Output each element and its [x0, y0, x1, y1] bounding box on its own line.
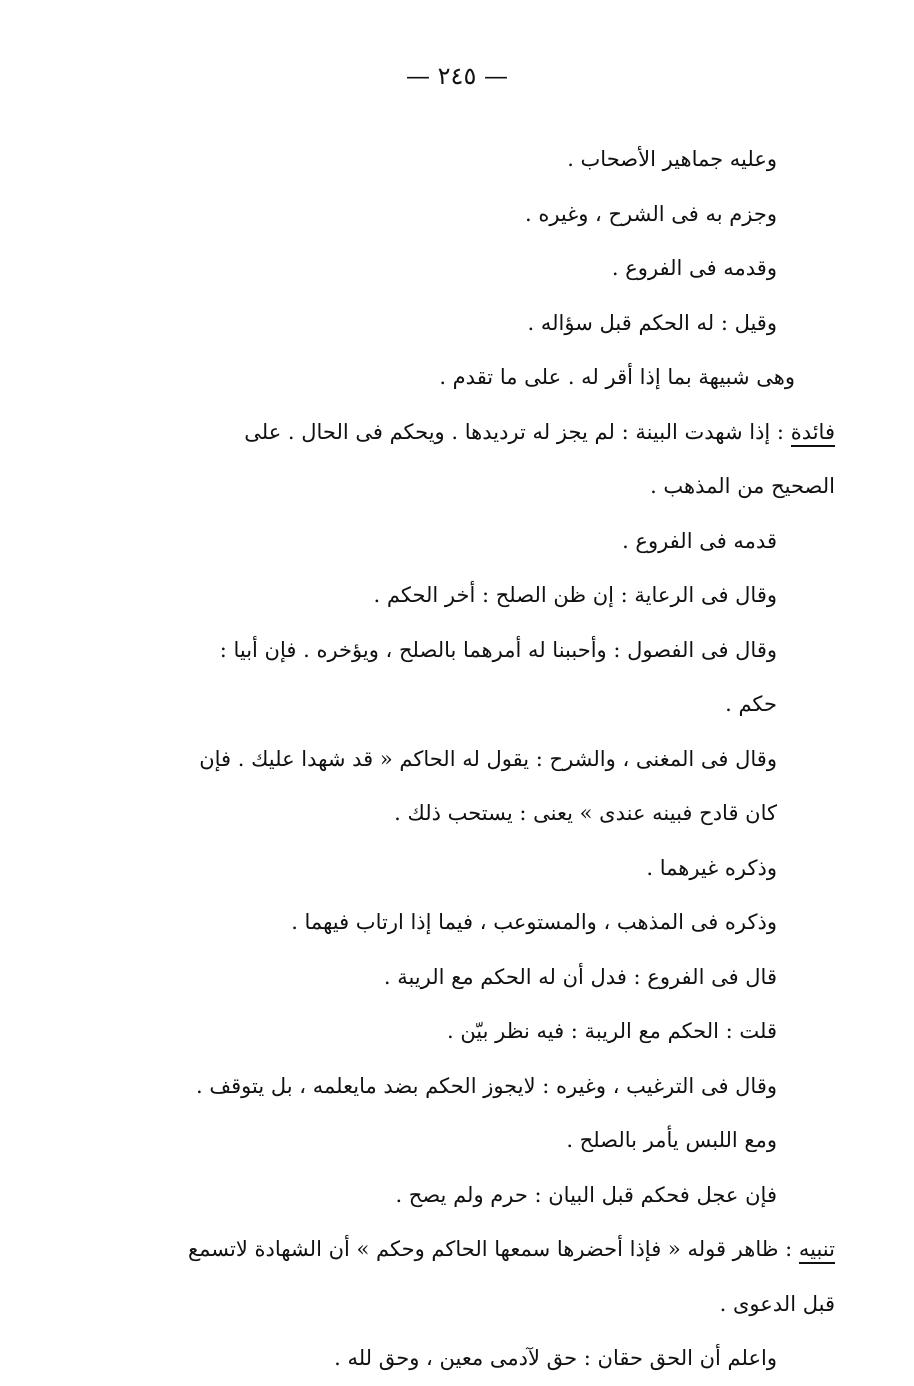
- note-text: : إذا شهدت البينة : لم يجز له ترديدها . ويحكم فى الحال . على الصحيح من المذهب .: [244, 419, 835, 498]
- paragraph: وقال فى الرعاية : إن ظن الصلح : أخر الحكم .: [373, 583, 777, 607]
- paragraph: وقيل : له الحكم قبل سؤاله .: [527, 310, 777, 335]
- body-text: [185, 132, 835, 1386]
- note-label: فائدة: [791, 419, 835, 447]
- paragraph: فإن عجل فحكم قبل البيان : حرم ولم يصح .: [395, 1182, 777, 1207]
- paragraph: وهى شبيهة بما إذا أقر له . على ما تقدم .: [439, 365, 795, 389]
- paragraph: وذكره فى المذهب ، والمستوعب ، فيما إذا ارتاب فيهما .: [291, 910, 777, 934]
- paragraph: وقال فى الفصول : وأحببنا له أمرهما بالصلح ، ويؤخره . فإن أبيا : حكم .: [219, 637, 777, 716]
- paragraph: قلت : الحكم مع الريبة : فيه نظر بيّن .: [446, 1019, 777, 1043]
- paragraph: وجزم به فى الشرح ، وغيره .: [524, 201, 777, 226]
- paragraph: قدمه فى الفروع .: [622, 528, 777, 553]
- paragraph-warning: [185, 1222, 835, 1331]
- paragraph: وقال فى المغنى ، والشرح : يقول له الحاكم « قد شهدا عليك . فإن كان قادح فبينه عندى » يعنى : يستحب ذلك .: [199, 746, 777, 825]
- paragraph: وعليه جماهير الأصحاب .: [567, 147, 777, 171]
- warning-text: : ظاهر قوله « فإذا أحضرها سمعها الحاكم وحكم » أن الشهادة لاتسمع قبل الدعوى .: [187, 1237, 835, 1316]
- paragraph: وقال فى الترغيب ، وغيره : لايجوز الحكم بضد مايعلمه ، بل يتوقف . ومع اللبس يأمر بالصلح .: [196, 1073, 777, 1152]
- page-number: — ٢٤٥ —: [406, 62, 508, 90]
- paragraph: واعلم أن الحق حقان : حق لآدمى معين ، وحق لله .: [334, 1346, 777, 1370]
- paragraph: وقدمه فى الفروع .: [611, 256, 777, 280]
- warning-label: تنبيه: [799, 1236, 835, 1264]
- paragraph: قال فى الفروع : فدل أن له الحكم مع الريبة .: [383, 964, 777, 989]
- paragraph-note: [185, 405, 835, 514]
- paragraph: وذكره غيرهما .: [646, 855, 777, 880]
